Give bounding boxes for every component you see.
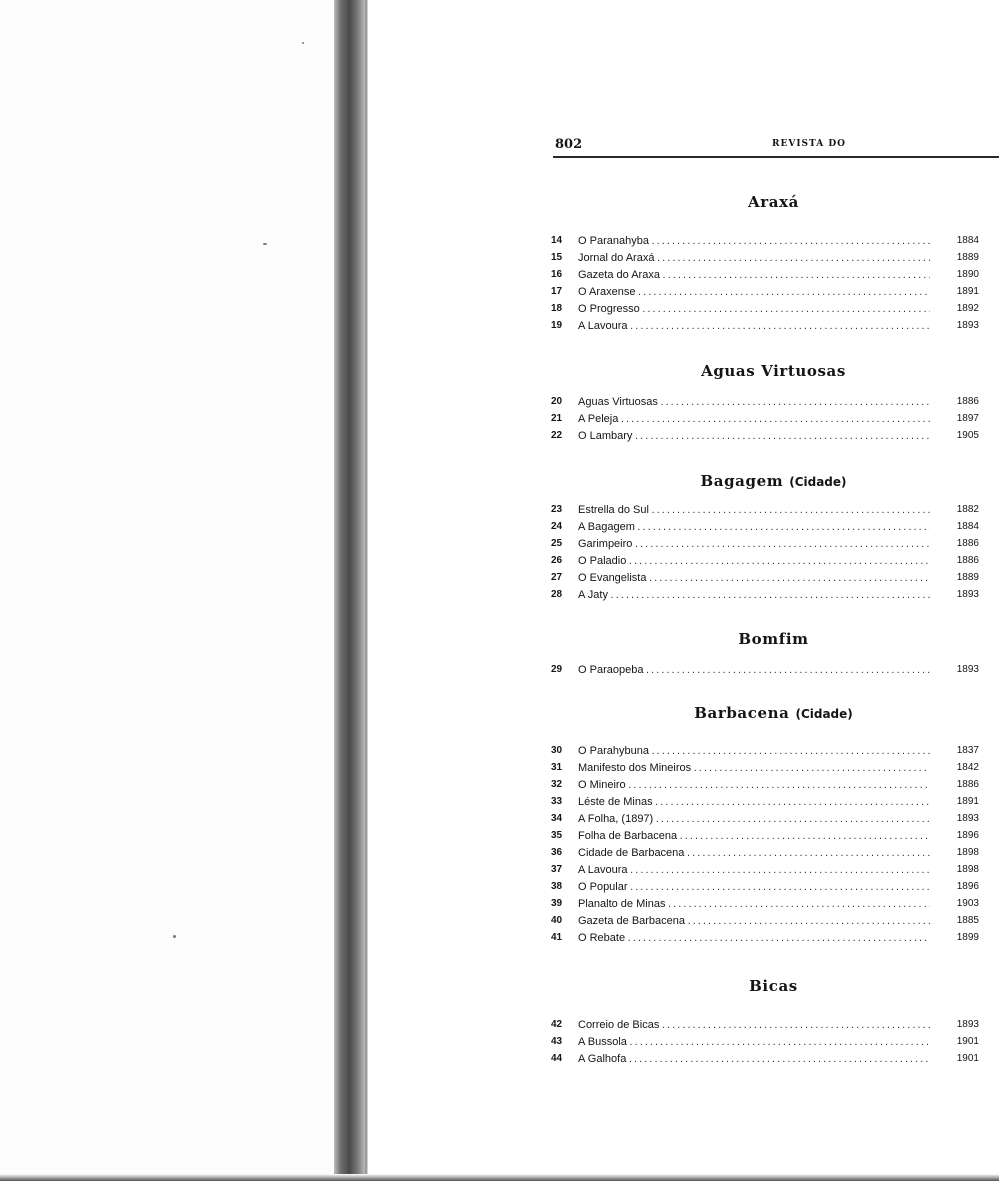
section-heading: Bagagem (Cidade) [700, 472, 847, 490]
list-item: 29 O Paraopeba . . . 1893 [551, 664, 979, 680]
list-item: 42 Correio de Bicas . . . 1893 [551, 1019, 979, 1035]
paper-speck [302, 42, 304, 44]
section-heading: Bicas [749, 977, 798, 995]
list-item: 31 Manifesto dos Mineiros . . . 1842 [551, 762, 979, 778]
list-item: 36 Cidade de Barbacena . . . 1898 [551, 847, 979, 863]
list-item: 24 A Bagagem . . . 1884 [551, 521, 979, 537]
list-item: 33 Léste de Minas . . . 1891 [551, 796, 979, 812]
list-item: 15 Jornal do Araxá . . . 1889 [551, 252, 979, 268]
gutter-edge [365, 0, 367, 1181]
list-item: 14 O Paranahyba . . . 1884 [551, 235, 979, 251]
running-head [555, 137, 999, 157]
book-gutter [334, 0, 368, 1181]
left-blank-page [0, 0, 338, 1181]
list-item: 23 Estrella do Sul . . . 1882 [551, 504, 979, 520]
list-item: 34 A Folha, (1897) . . . 1893 [551, 813, 979, 829]
list-item: 30 O Parahybuna . . . 1837 [551, 745, 979, 761]
list-item: 20 Aguas Virtuosas . . . 1886 [551, 396, 979, 412]
section-heading: Bomfim [738, 630, 809, 648]
list-item: 37 A Lavoura . . . 1898 [551, 864, 979, 880]
list-item: 17 O Araxense . . . 1891 [551, 286, 979, 302]
page-bottom-edge [0, 1174, 999, 1181]
list-item: 40 Gazeta de Barbacena . . . 1885 [551, 915, 979, 931]
list-item: 25 Garimpeiro . . . 1886 [551, 538, 979, 554]
paper-speck [263, 243, 267, 245]
list-item: 22 O Lambary . . . 1905 [551, 430, 979, 446]
list-item: 26 O Paladio . . . 1886 [551, 555, 979, 571]
list-item: 19 A Lavoura . . . 1893 [551, 320, 979, 336]
list-item: 32 O Mineiro . . . 1886 [551, 779, 979, 795]
list-item: 27 O Evangelista . . . 1889 [551, 572, 979, 588]
page-number: 802 [555, 137, 583, 152]
list-item: 43 A Bussola . . . 1901 [551, 1036, 979, 1052]
header-rule [553, 156, 999, 158]
section-heading: Aguas Virtuosas [701, 362, 846, 380]
section-heading: Araxá [748, 193, 799, 211]
paper-speck [173, 935, 176, 938]
list-item: 44 A Galhofa . . . 1901 [551, 1053, 979, 1069]
list-item: 41 O Rebate . . . 1899 [551, 932, 979, 948]
list-item: 35 Folha de Barbacena . . . 1896 [551, 830, 979, 846]
list-item: 21 A Peleja . . . 1897 [551, 413, 979, 429]
list-item: 16 Gazeta do Araxa . . . 1890 [551, 269, 979, 285]
running-title: REVISTA DO [772, 139, 846, 149]
list-item: 18 O Progresso . . . 1892 [551, 303, 979, 319]
list-item: 38 O Popular . . . 1896 [551, 881, 979, 897]
section-heading: Barbacena (Cidade) [694, 704, 853, 722]
list-item: 28 A Jaty . . . 1893 [551, 589, 979, 605]
right-page [548, 0, 999, 1181]
list-item: 39 Planalto de Minas . . . 1903 [551, 898, 979, 914]
